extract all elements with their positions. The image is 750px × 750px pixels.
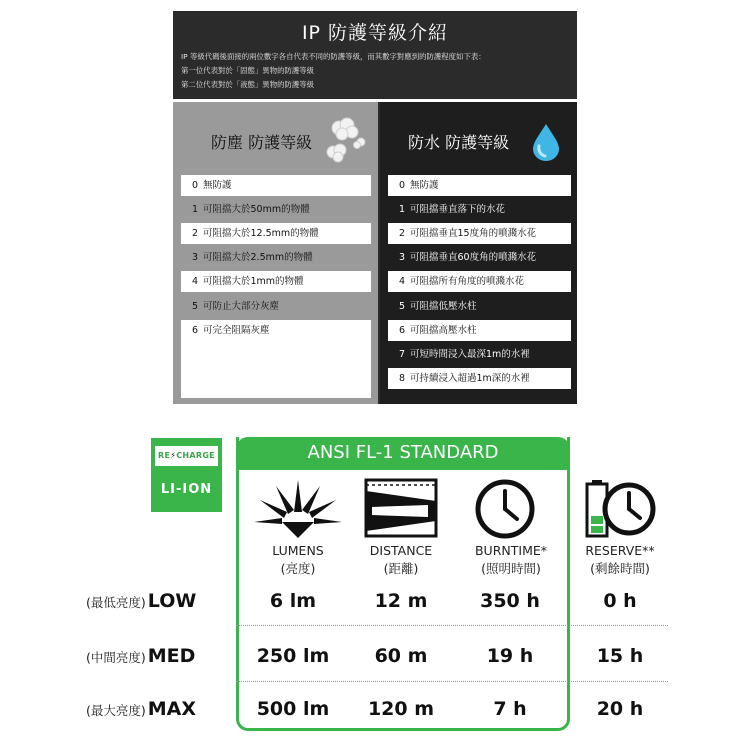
dust-level-row: 1 可阻擋大於50mm的物體 — [192, 204, 310, 215]
water-level-row: 3 可阻擋垂直60度角的噴濺水花 — [399, 252, 537, 263]
dust-level-row: 2 可阻擋大於12.5mm的物體 — [181, 223, 371, 244]
clock-icon — [474, 478, 536, 540]
burntime-value: 7 h — [493, 698, 527, 720]
row-label-med: (中間亮度) MED — [86, 645, 196, 667]
dust-level-row: 4 可阻擋大於1mm的物體 — [181, 271, 371, 292]
dust-level-row: 5 可防止大部分灰塵 — [192, 301, 280, 312]
dust-level-row: 3 可阻擋大於2.5mm的物體 — [192, 252, 313, 263]
ip-header — [173, 11, 577, 98]
row-label-low: (最低亮度) LOW — [86, 590, 197, 612]
water-protection-column — [380, 102, 577, 404]
lumens-value: 6 lm — [269, 590, 317, 612]
sun-icon — [252, 478, 344, 540]
column-label-distance: DISTANCE (距離) — [369, 543, 433, 576]
water-level-row: 4 可阻擋所有角度的噴濺水花 — [388, 271, 571, 292]
water-drop-icon — [530, 122, 562, 162]
distance-value: 60 m — [374, 645, 428, 667]
ip-rating-table — [173, 11, 577, 404]
dust-protection-column — [173, 102, 378, 404]
reserve-value: 20 h — [596, 698, 644, 720]
ip-title: IP 防護等級介紹 — [301, 22, 449, 44]
row-separator — [236, 681, 668, 682]
burntime-value: 350 h — [480, 590, 540, 612]
burntime-value: 19 h — [486, 645, 534, 667]
recharge-logo: RE⚡CHARGE — [155, 446, 218, 466]
water-level-row: 7 可短時間浸入最深1m的水裡 — [399, 349, 530, 360]
dust-level-row: 0 無防護 — [181, 175, 371, 196]
reserve-value: 15 h — [596, 645, 644, 667]
dust-cloud-icon — [321, 114, 369, 164]
ansi-title-bar — [236, 437, 570, 470]
water-heading: 防水 防護等級 — [408, 133, 510, 152]
dust-heading: 防塵 防護等級 — [211, 133, 313, 152]
battery-clock-icon — [583, 478, 657, 540]
water-level-row: 0 無防護 — [388, 175, 571, 196]
water-level-row: 1 可阻擋垂直落下的水花 — [399, 204, 506, 215]
row-separator — [236, 625, 668, 626]
dust-level-row: 6 可完全阻隔灰塵 — [181, 320, 371, 398]
beam-distance-icon — [364, 477, 438, 539]
ansi-title: ANSI FL-1 STANDARD — [307, 442, 499, 463]
column-label-lumens: LUMENS (亮度) — [272, 543, 324, 576]
lumens-value: 500 lm — [256, 698, 330, 720]
ip-description-line: IP 等級代碼後面接的兩位數字各自代表不同的防護等級，而其數字對應到的防護程度如下表： — [181, 52, 486, 61]
ip-description-line: 第一位代表對於「固態」異物的防護等級 — [181, 66, 315, 75]
water-level-row: 6 可阻擋高壓水柱 — [388, 320, 571, 341]
water-level-row: 2 可阻擋垂直15度角的噴濺水花 — [388, 223, 571, 244]
water-level-row: 5 可阻擋低壓水柱 — [399, 301, 477, 312]
column-label-burntime: BURNTIME* (照明時間) — [474, 543, 547, 576]
water-level-row: 8 可持續浸入超過1m深的水裡 — [388, 368, 571, 389]
recharge-badge — [151, 438, 222, 512]
battery-type-label: LI-ION — [160, 482, 213, 497]
reserve-value: 0 h — [603, 590, 637, 612]
column-label-reserve: RESERVE** (剩餘時間) — [585, 543, 655, 576]
lumens-value: 250 lm — [256, 645, 330, 667]
row-label-max: (最大亮度) MAX — [86, 698, 197, 720]
ip-description-line: 第二位代表對於「液態」異物的防護等級 — [181, 80, 315, 89]
distance-value: 12 m — [374, 590, 428, 612]
distance-value: 120 m — [367, 698, 435, 720]
